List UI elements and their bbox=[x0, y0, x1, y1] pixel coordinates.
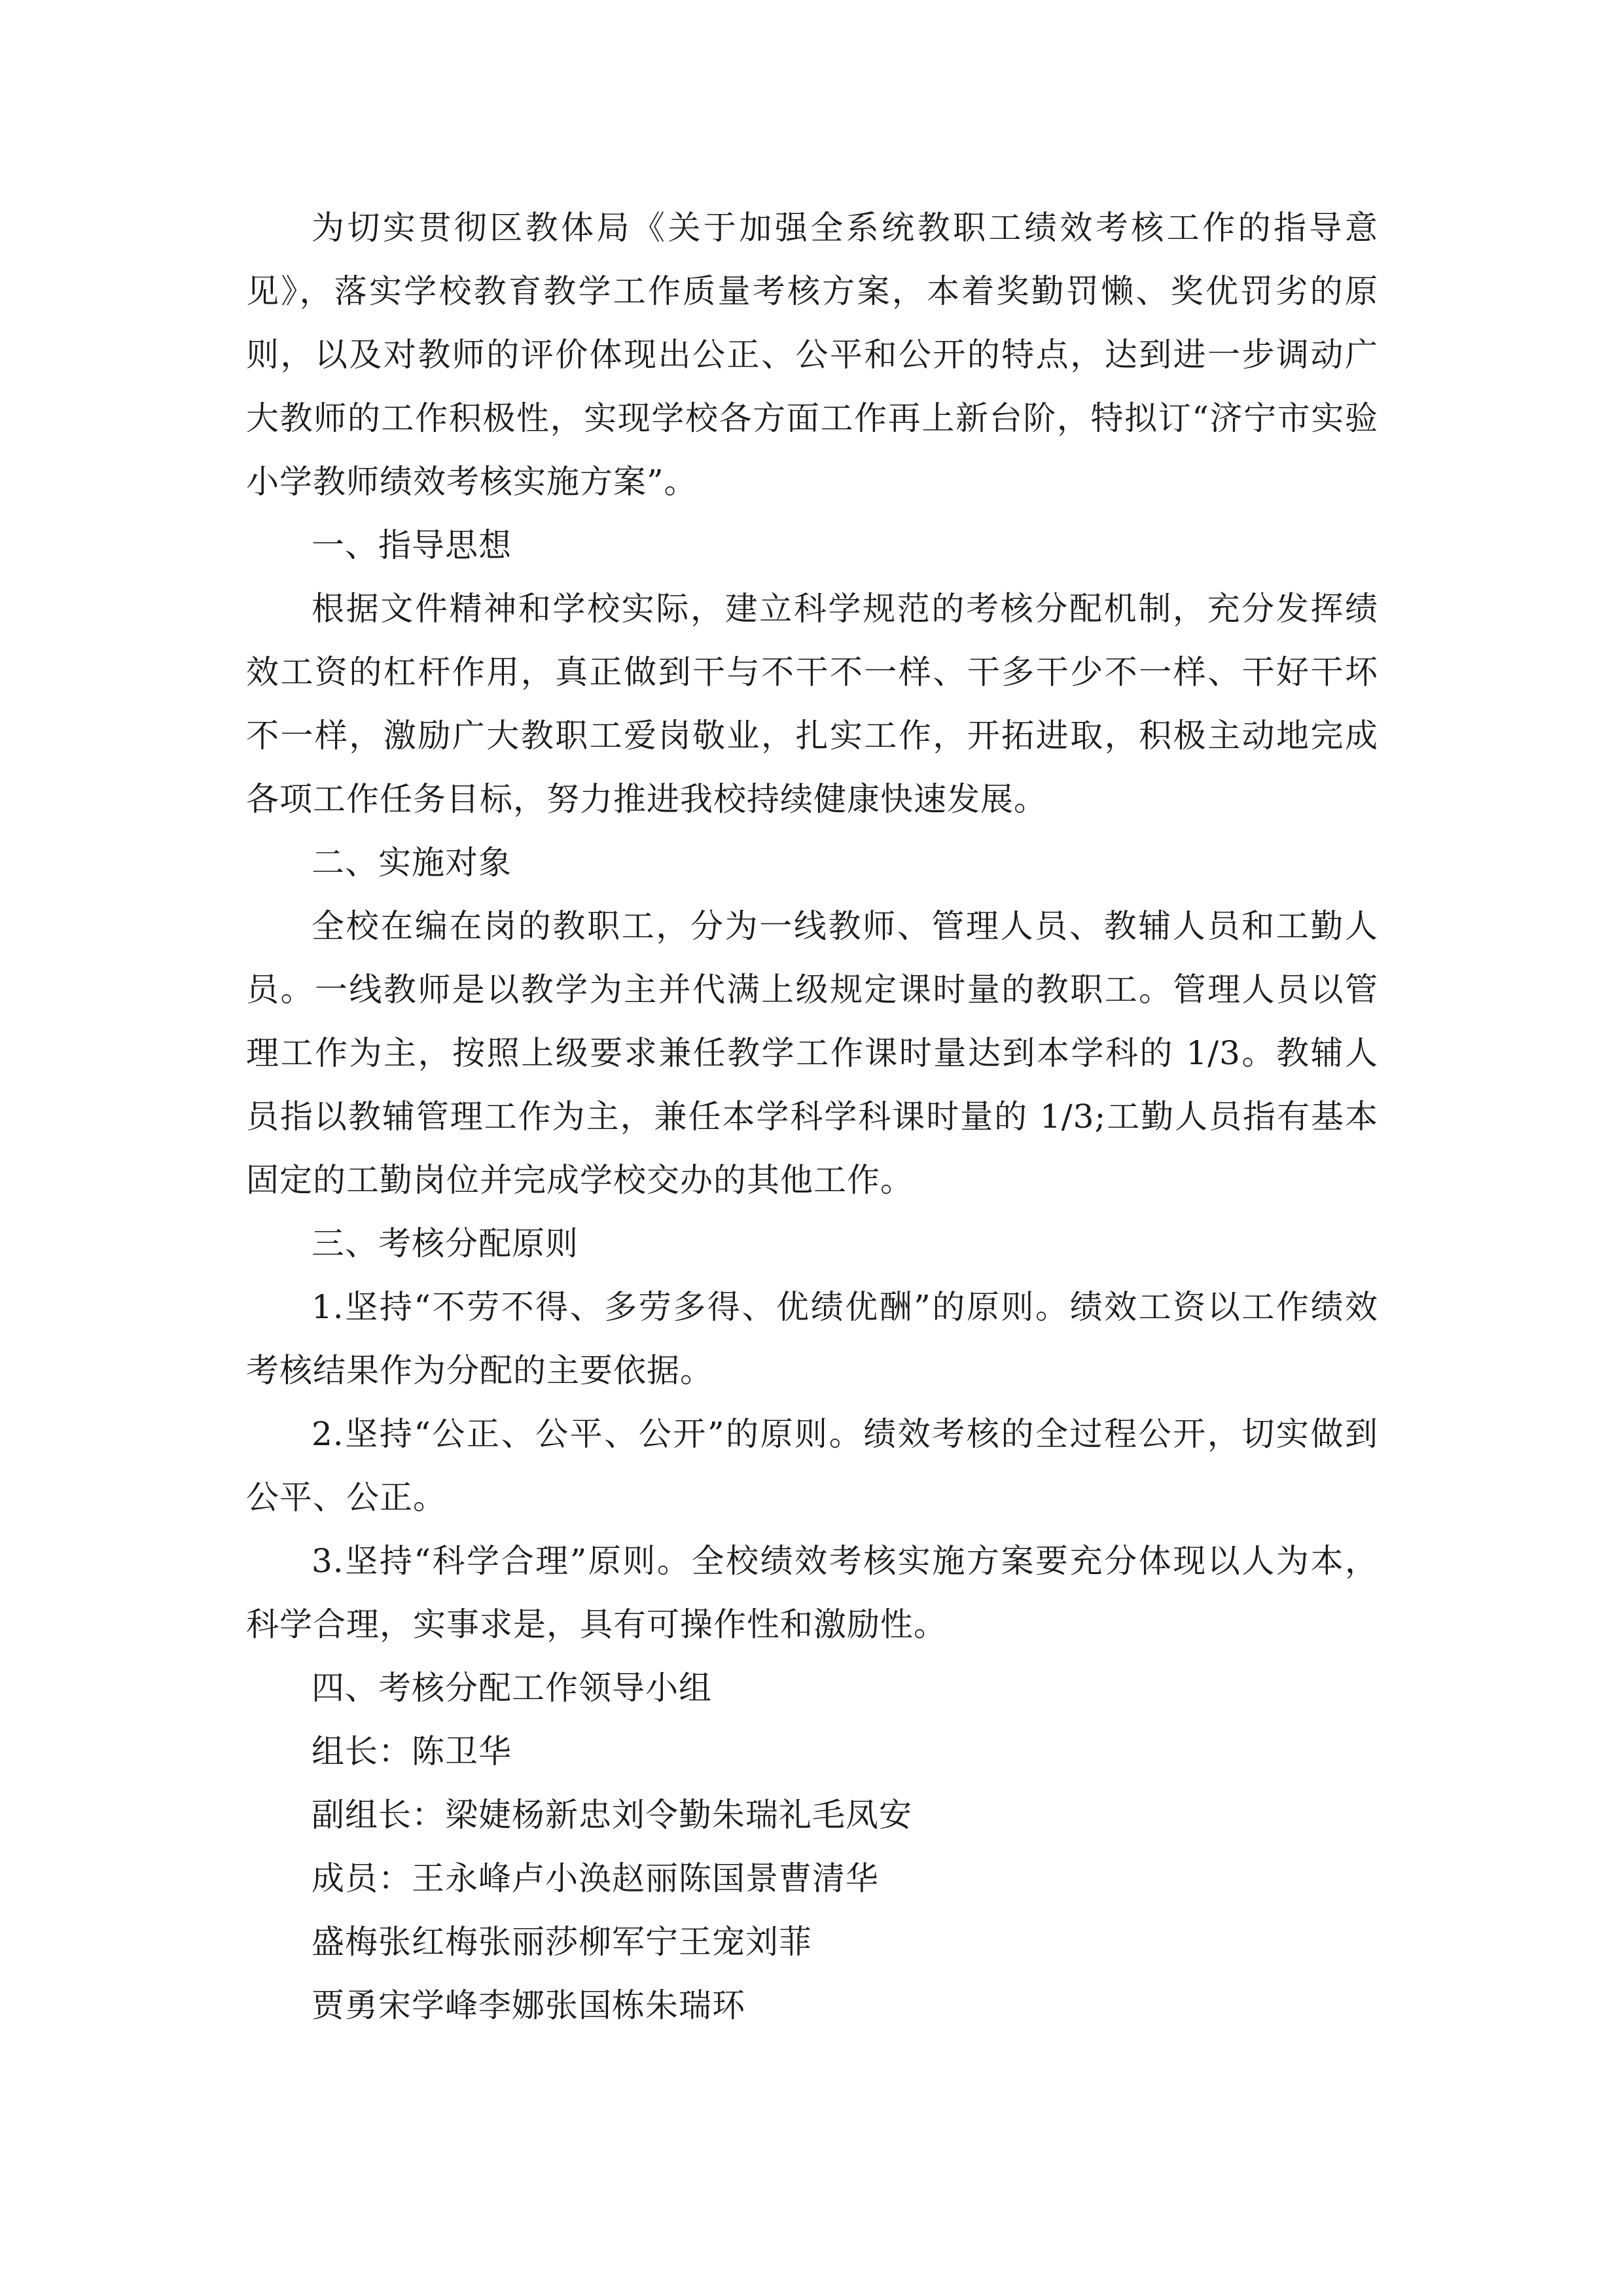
section-4-heading: 四、考核分配工作领导小组 bbox=[312, 1669, 712, 1707]
principle-item-3: 3.坚持“科学合理”原则。全校绩效考核实施方案要充分体现以人为本，科学合理，实事求是，具有可操作性和激励性。 bbox=[246, 1542, 1378, 1643]
principle-item-2: 2.坚持“公正、公平、公开”的原则。绩效考核的全过程公开，切实做到公平、公正。 bbox=[246, 1415, 1378, 1516]
group-leader: 组长：陈卫华 bbox=[312, 1732, 512, 1770]
group-members-line-1: 成员：王永峰卢小涣赵丽陈国景曹清华 bbox=[312, 1859, 879, 1897]
group-members-line-2: 盛梅张红梅张丽莎柳军宁王宠刘菲 bbox=[312, 1923, 812, 1961]
section-2-heading: 二、实施对象 bbox=[312, 844, 512, 882]
group-members-line-3: 贾勇宋学峰李娜张国栋朱瑞环 bbox=[312, 1986, 745, 2024]
section-1-body: 根据文件精神和学校实际，建立科学规范的考核分配机制，充分发挥绩效工资的杠杆作用，真正做到干与不干不一样、干多干少不一样、干好干坏不一样，激励广大教职工爱岗敬业，扎实工作，开拓进取，积极主动地完成各项工作任务目标，努力推进我校持续健康快速发展。 bbox=[246, 590, 1378, 818]
section-1-heading: 一、指导思想 bbox=[312, 526, 512, 564]
document-body bbox=[246, 196, 1378, 2037]
intro-paragraph: 为切实贯彻区教体局《关于加强全系统教职工绩效考核工作的指导意见》，落实学校教育教学工作质量考核方案，本着奖勤罚懒、奖优罚劣的原则，以及对教师的评价体现出公正、公平和公开的特点，达到进一步调动广大教师的工作积极性，实现学校各方面工作再上新台阶，特拟订“济宁市实验小学教师绩效考核实施方案”。 bbox=[246, 209, 1378, 501]
section-2-body: 全校在编在岗的教职工，分为一线教师、管理人员、教辅人员和工勤人员。一线教师是以教学为主并代满上级规定课时量的教职工。管理人员以管理工作为主，按照上级要求兼任教学工作课时量达到本学科的 1/3。教辅人员指以教辅管理工作为主，兼任本学科学科课时量的 1/3;工勤人员指有基本固定的工勤岗位并完成学校交办的其他工作。 bbox=[246, 907, 1378, 1199]
group-deputy-leaders: 副组长：梁婕杨新忠刘令勤朱瑞礼毛凤安 bbox=[312, 1796, 912, 1834]
section-3-heading: 三、考核分配原则 bbox=[312, 1225, 579, 1263]
principle-item-1: 1.坚持“不劳不得、多劳多得、优绩优酬”的原则。绩效工资以工作绩效考核结果作为分配的主要依据。 bbox=[246, 1288, 1378, 1390]
